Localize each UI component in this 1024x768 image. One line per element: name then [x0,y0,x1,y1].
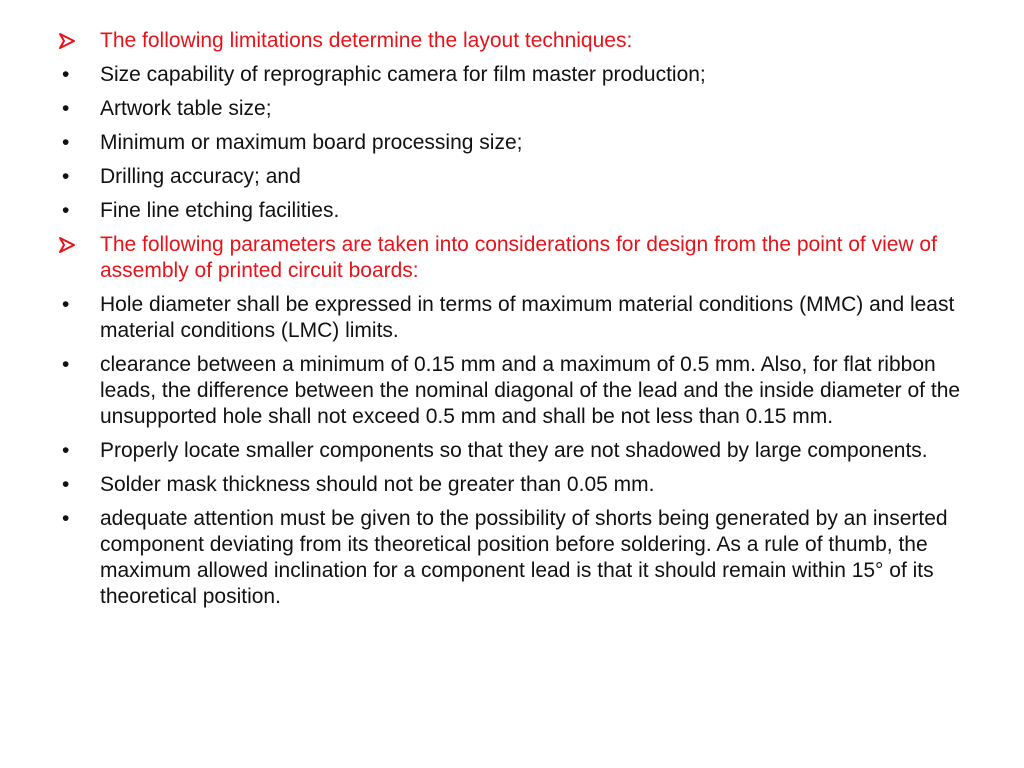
list-item [56,62,968,88]
list-item [56,506,968,610]
list-item-text: clearance between a minimum of 0.15 mm and a maximum of 0.5 mm. Also, for flat ribbon leads, the difference between the nominal diagonal of the lead and the inside diameter of the unsupported hole shall not exceed 0.5 mm and shall be not less than 0.15 mm. [100,353,961,428]
list-item-heading [56,28,968,54]
list-item-text: Properly locate smaller components so that they are not shadowed by large components. [100,439,928,462]
list-item-heading [56,232,968,284]
list-item [56,130,968,156]
list-item [56,472,968,498]
bullet-marker: • [62,353,70,376]
bullet-marker: • [62,97,70,120]
bullet-marker: • [62,293,70,316]
list-item [56,164,968,190]
list-item-text: Fine line etching facilities. [100,199,340,222]
list-item [56,438,968,464]
arrow-bullet-icon [58,232,84,254]
bullet-marker: • [62,473,70,496]
bullet-marker: • [62,165,70,188]
list-item-text: The following parameters are taken into considerations for design from the point of view of assembly of printed circuit boards: [100,233,937,282]
bullet-marker: • [62,131,70,154]
arrow-bullet-icon [58,28,84,50]
content-list [56,28,968,610]
list-item [56,198,968,224]
list-item-text: Solder mask thickness should not be greater than 0.05 mm. [100,473,655,496]
list-item-text: Size capability of reprographic camera for film master production; [100,63,706,86]
bullet-marker: • [62,439,70,462]
list-item-text: Minimum or maximum board processing size; [100,131,523,154]
bullet-marker: • [62,63,70,86]
list-item-text: Hole diameter shall be expressed in terms of maximum material conditions (MMC) and least material conditions (LMC) limits. [100,293,955,342]
list-item-text: Artwork table size; [100,97,272,120]
list-item [56,96,968,122]
bullet-marker: • [62,199,70,222]
list-item [56,292,968,344]
list-item-text: Drilling accuracy; and [100,165,301,188]
list-item-text: adequate attention must be given to the possibility of shorts being generated by an inserted component deviating from its theoretical position before soldering. As a rule of thumb, the maximum allowed inclination for a component lead is that it should remain within 15° of its theoretical position. [100,507,948,608]
bullet-marker: • [62,507,70,530]
list-item [56,352,968,430]
list-item-text: The following limitations determine the layout techniques: [100,29,633,52]
